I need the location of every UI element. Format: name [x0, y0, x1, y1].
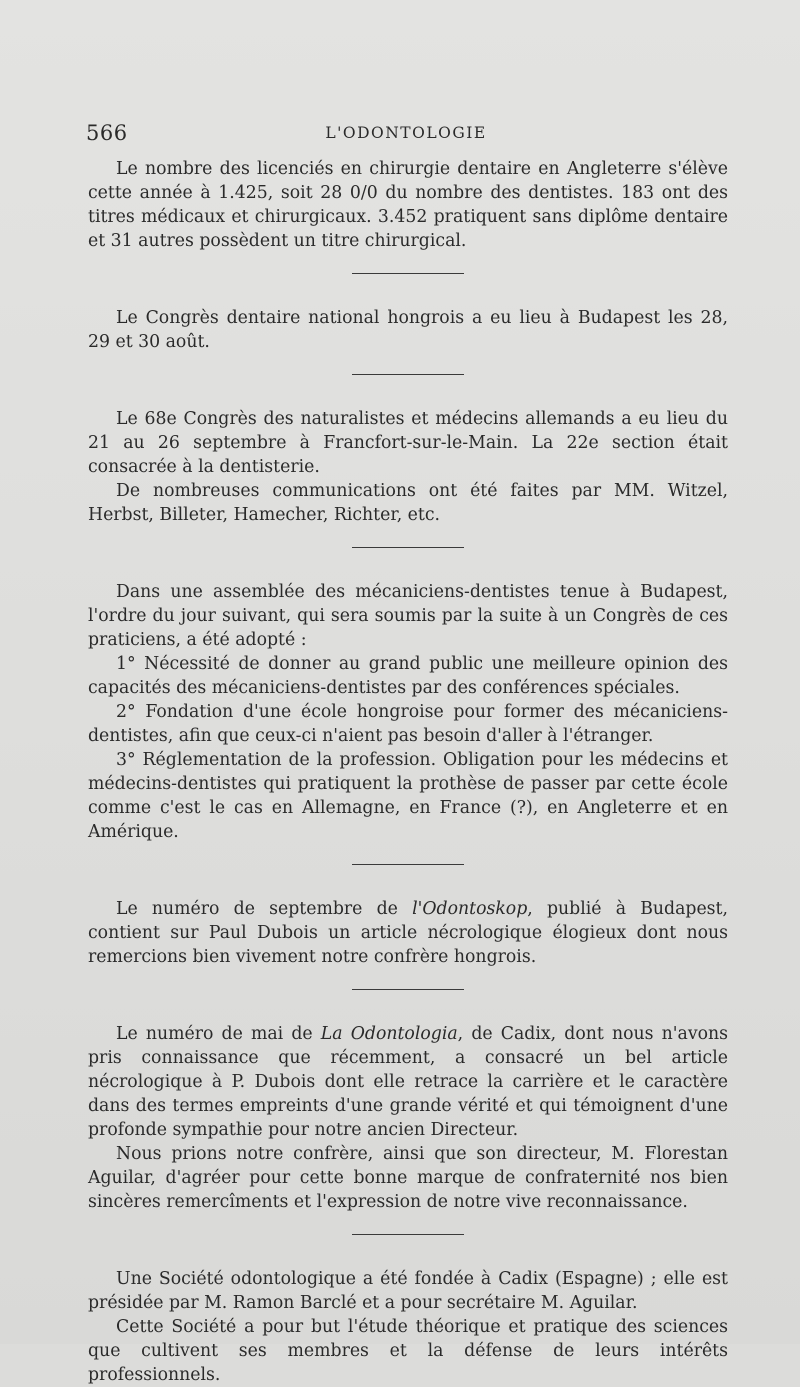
article-body	[88, 157, 728, 1387]
paragraph-communications: De nombreuses communications ont été faites par MM. Witzel, Herbst, Billeter, Hamecher, Richter, etc.	[88, 481, 728, 525]
paragraph-remerciements: Nous prions notre confrère, ainsi que son directeur, M. Florestan Aguilar, d'agréer pour cette bonne marque de confraternité nos bien sincères remercîments et l'expression de notre vive reconnaissance.	[88, 1144, 728, 1212]
paragraph-congres-naturalistes: Le 68e Congrès des naturalistes et médecins allemands a eu lieu du 21 au 26 septembre à Francfort-sur-le-Main. La 22e section était consacrée à la dentisterie.	[88, 409, 728, 477]
page-header	[86, 121, 726, 147]
paragraph-congres-hongrois: Le Congrès dentaire national hongrois a eu lieu à Budapest les 28, 29 et 30 août.	[88, 308, 728, 352]
journal-title-odontologia: La Odontologia	[320, 1024, 458, 1044]
running-title: L'ODONTOLOGIE	[325, 124, 487, 142]
list-item-3: 3° Réglementation de la profession. Obligation pour les médecins et médecins-dentistes qui pratiquent la prothèse de passer par cette école comme c'est le cas en Allemagne, en France (?), en Angleterre et en Amérique.	[88, 750, 728, 842]
paragraph-societe-but: Cette Société a pour but l'étude théorique et pratique des sciences que cultivent ses membres et la défense de leurs intérêts professionnels.	[88, 1317, 728, 1385]
journal-title-odontoskop: l'Odontoskop	[412, 899, 528, 919]
paragraph-societe-cadix: Une Société odontologique a été fondée à Cadix (Espagne) ; elle est présidée par M. Ramon Barclé et a pour secrétaire M. Aguilar.	[88, 1269, 728, 1313]
paragraph-licencies: Le nombre des licenciés en chirurgie dentaire en Angleterre s'élève cette année à 1.425, soit 28 0/0 du nombre des dentistes. 183 ont des titres médicaux et chirurgicaux. 3.452 pratiquent sans diplôme dentaire et 31 autres possèdent un titre chirurgical.	[88, 159, 728, 251]
paragraph-assemblee: Dans une assemblée des mécaniciens-dentistes tenue à Budapest, l'ordre du jour suivant, qui sera soumis par la suite à un Congrès de ces praticiens, a été adopté :	[88, 582, 728, 650]
paragraph-odontoskop: Le numéro de septembre de l'Odontoskop, publié à Budapest, contient sur Paul Dubois un article nécrologique élogieux dont nous remercions bien vivement notre confrère hongrois.	[88, 899, 728, 967]
list-item-1: 1° Nécessité de donner au grand public une meilleure opinion des capacités des mécaniciens-dentistes par des conférences spéciales.	[88, 654, 728, 698]
list-item-2: 2° Fondation d'une école hongroise pour former des mécaniciens-dentistes, afin que ceux-ci n'aient pas besoin d'aller à l'étranger.	[88, 702, 728, 746]
paragraph-odontologia: Le numéro de mai de La Odontologia, de Cadix, dont nous n'avons pris connaissance que récemment, a consacré un bel article nécrologique à P. Dubois dont elle retrace la carrière et le caractère dans des termes empreints d'une grande vérité et qui témoignent d'une profonde sympathie pour notre ancien Directeur.	[88, 1024, 728, 1140]
page-number: 566	[86, 121, 128, 145]
